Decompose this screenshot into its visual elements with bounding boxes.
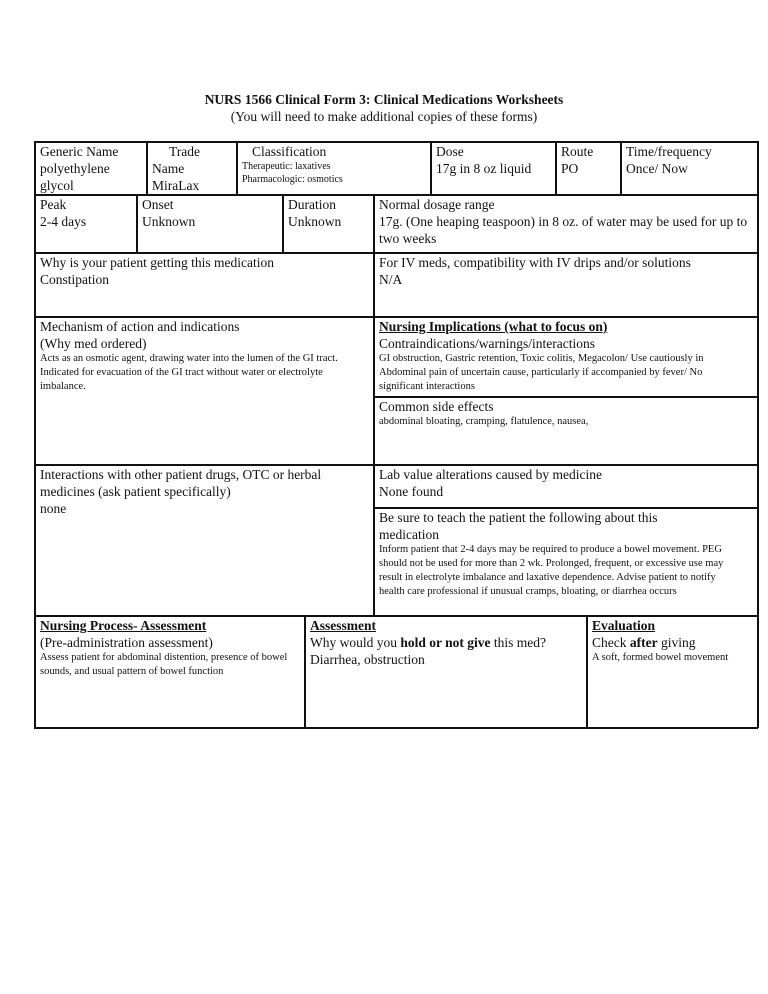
why-label: Why is your patient getting this medication [40, 255, 274, 270]
time-frequency-value: Once/ Now [626, 161, 688, 176]
mechanism-cell [35, 317, 373, 464]
trade-label-2: Name [152, 161, 185, 176]
pharmacologic-class: Pharmacologic: osmotics [242, 174, 343, 185]
generic-name-cell [35, 142, 146, 194]
assessment-heading: Assessment [310, 618, 376, 633]
classification-label: Classification [252, 144, 327, 159]
side-effects-value: abdominal bloating, cramping, flatulence, nausea, [379, 416, 589, 427]
evaluation-prompt [592, 634, 752, 651]
peak-label: Peak [40, 197, 67, 212]
side-effects-label: Common side effects [379, 399, 494, 414]
patient-teaching-value: Inform patient that 2-4 days may be required to produce a bowel movement. PEG should not be used for more than 2 wk. Prolonged, frequent, or excessive use may result in electrolyte imbalance and laxative dependence. Advise patient to notify health care professional if unusual cramps, bloating, or diarrhea occurs [379, 544, 724, 597]
evaluation-heading: Evaluation [592, 618, 656, 633]
assessment-question-bold: hold or not give [400, 635, 491, 650]
nursing-implications-heading: Nursing Implications (what to focus on) [379, 319, 608, 334]
iv-value: N/A [379, 272, 403, 287]
onset-label: Onset [142, 197, 174, 212]
onset-value: Unknown [142, 214, 196, 229]
evaluation-cell [587, 616, 757, 727]
dose-label: Dose [436, 144, 464, 159]
contraindications-label: Contraindications/warnings/interactions [379, 336, 595, 351]
duration-cell [283, 195, 373, 252]
time-frequency-cell [621, 142, 757, 194]
why-value: Constipation [40, 272, 110, 287]
interactions-value: none [40, 501, 67, 516]
trade-name-cell [147, 142, 236, 194]
generic-name-value-2: glycol [40, 178, 74, 193]
nursing-process-cell [35, 616, 304, 727]
contraindications-value: GI obstruction, Gastric retention, Toxic colitis, Megacolon/ Use cautiously in Abdominal pain of uncertain cause, particularly if accompanied by fever/ No significant interactions [379, 353, 704, 392]
nursing-implications-cell [374, 317, 757, 396]
lab-values-value: None found [379, 484, 444, 499]
iv-cell [374, 253, 757, 316]
dose-value: 17g in 8 oz liquid [436, 161, 532, 176]
interactions-label: Interactions with other patient drugs, OTC or herbal medicines (ask patient specifically) [40, 467, 322, 499]
iv-label: For IV meds, compatibility with IV drips and/or solutions [379, 255, 691, 270]
route-value: PO [561, 161, 579, 176]
assessment-question-pre: Why would you [310, 635, 401, 650]
therapeutic-class: Therapeutic: laxatives [242, 161, 331, 172]
evaluation-value: A soft, formed bowel movement [592, 652, 729, 663]
mechanism-value: Acts as an osmotic agent, drawing water into the lumen of the GI tract. Indicated for evacuation of the GI tract without water or electrolyte imbalance. [40, 353, 338, 392]
time-frequency-label: Time/frequency [626, 144, 712, 159]
nursing-process-heading: Nursing Process- Assessment [40, 618, 207, 633]
patient-teaching-label: Be sure to teach the patient the following about this medication [379, 510, 658, 542]
nursing-process-subheading: (Pre-administration assessment) [40, 635, 213, 650]
route-label: Route [561, 144, 594, 159]
normal-dosage-label: Normal dosage range [379, 197, 495, 212]
lab-values-label: Lab value alterations caused by medicine [379, 467, 603, 482]
patient-teaching-cell [374, 508, 757, 615]
trade-name-value: MiraLax [152, 178, 200, 193]
onset-cell [137, 195, 282, 252]
form-title: NURS 1566 Clinical Form 3: Clinical Medications Worksheets [204, 92, 564, 107]
evaluation-prompt-post: giving [657, 635, 696, 650]
side-effects-cell [374, 397, 757, 464]
route-cell [556, 142, 620, 194]
classification-cell [237, 142, 430, 194]
generic-name-value-1: polyethylene [40, 161, 110, 176]
interactions-cell [35, 465, 373, 615]
mechanism-label-2: (Why med ordered) [40, 336, 147, 351]
lab-values-cell [374, 465, 757, 507]
normal-dosage-value: 17g. (One heaping teaspoon) in 8 oz. of water may be used for up to two weeks [379, 214, 748, 246]
form-subtitle: (You will need to make additional copies of these forms) [230, 109, 538, 124]
evaluation-prompt-pre: Check [592, 635, 630, 650]
trade-label-1: Trade [169, 144, 201, 159]
evaluation-prompt-bold: after [629, 635, 658, 650]
assessment-cell [305, 616, 586, 727]
peak-cell [35, 195, 136, 252]
why-cell [35, 253, 373, 316]
mechanism-label-1: Mechanism of action and indications [40, 319, 240, 334]
normal-dosage-cell [374, 195, 757, 252]
dose-cell [431, 142, 555, 194]
assessment-question [310, 634, 581, 651]
assessment-value: Diarrhea, obstruction [310, 652, 425, 667]
peak-value: 2-4 days [40, 214, 87, 229]
duration-label: Duration [288, 197, 336, 212]
generic-name-label: Generic Name [40, 144, 119, 159]
assessment-question-post: this med? [490, 635, 547, 650]
nursing-process-value: Assess patient for abdominal distention, presence of bowel sounds, and usual pattern of bowel function [40, 652, 288, 677]
duration-value: Unknown [288, 214, 342, 229]
